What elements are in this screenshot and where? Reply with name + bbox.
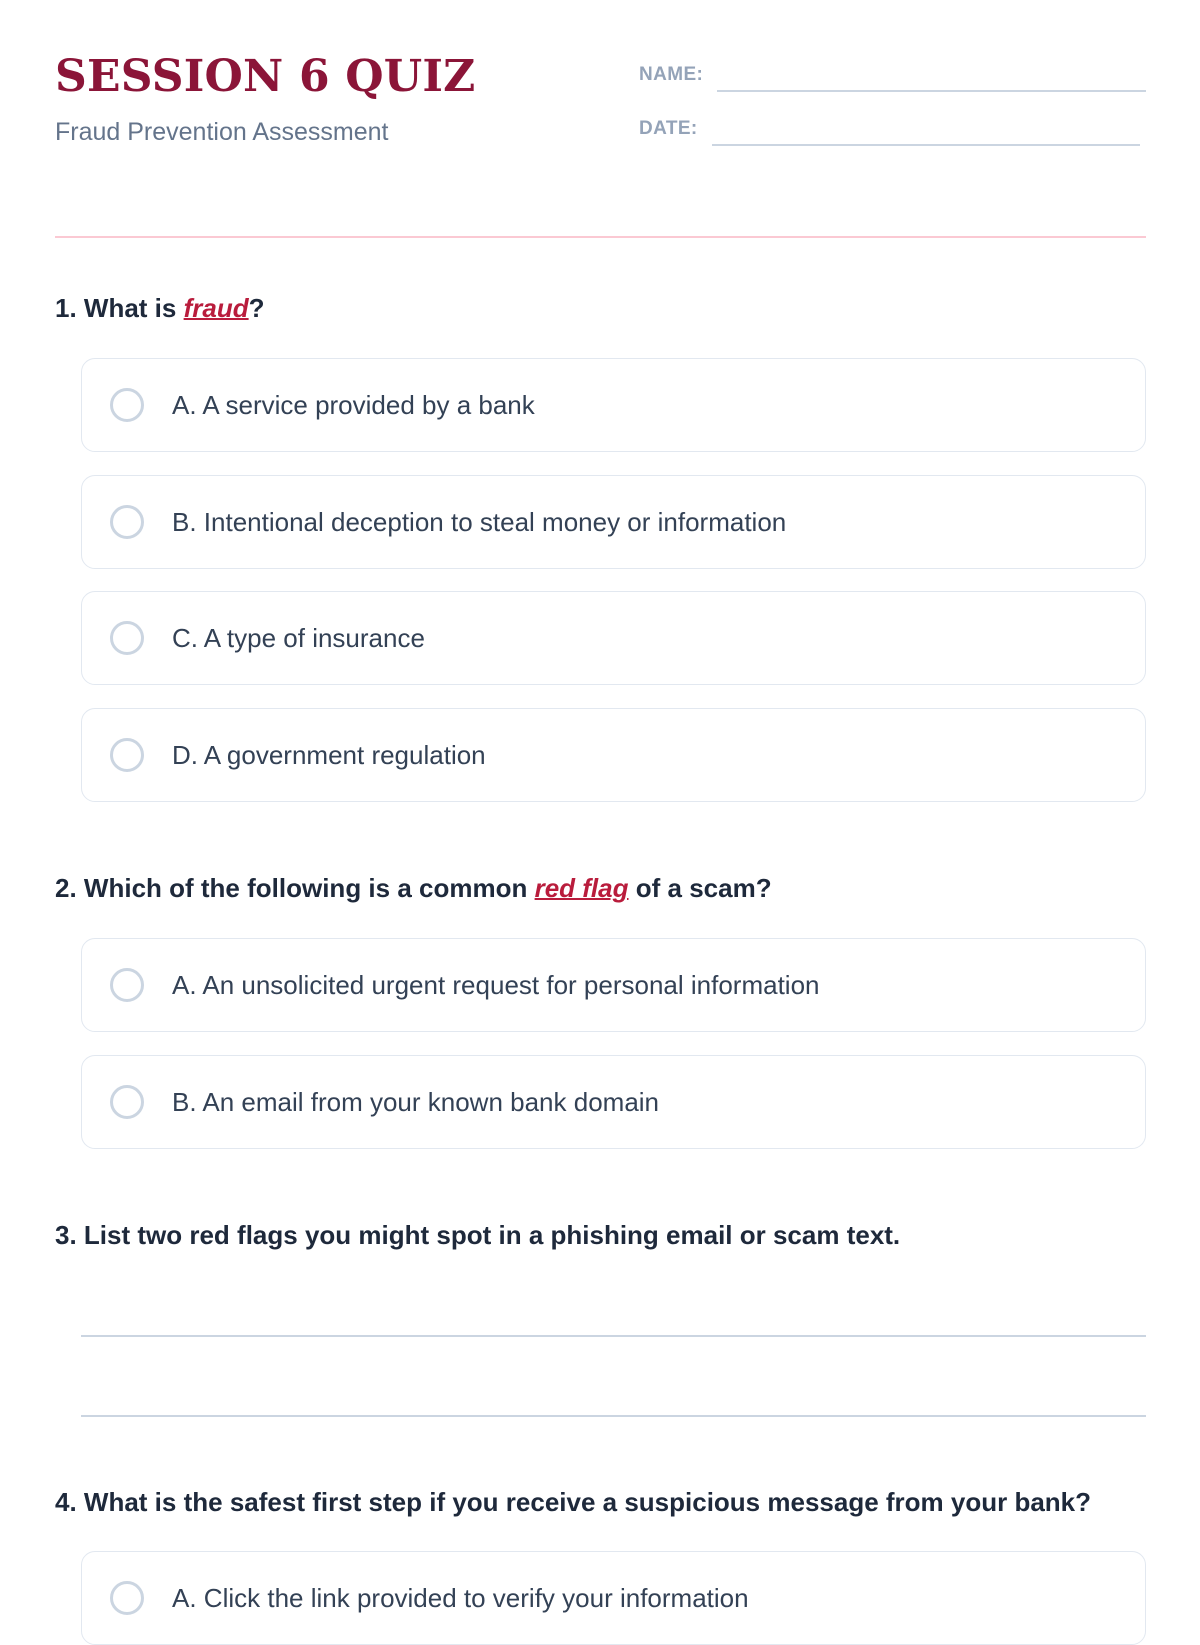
- question-text: What is: [83, 293, 177, 323]
- question-number: 4.: [55, 1487, 77, 1517]
- radio-button[interactable]: [110, 968, 144, 1002]
- key-term: fraud: [183, 293, 249, 323]
- answer-line-1[interactable]: [81, 1335, 1146, 1337]
- question-number: 1.: [55, 293, 77, 323]
- radio-button[interactable]: [110, 1085, 144, 1119]
- name-label: NAME:: [639, 64, 704, 85]
- date-label: DATE:: [639, 118, 698, 139]
- date-field-row: [639, 118, 1140, 146]
- radio-button[interactable]: [110, 388, 144, 422]
- name-field-row: [639, 64, 1146, 92]
- option-label: D. A government regulation: [172, 739, 486, 770]
- option-label: C. A type of insurance: [172, 622, 425, 653]
- option-label: B. An email from your known bank domain: [172, 1086, 660, 1117]
- q1-option-a[interactable]: [81, 358, 1146, 452]
- name-input-line[interactable]: [717, 90, 1146, 92]
- radio-button[interactable]: [110, 738, 144, 772]
- q1-option-b[interactable]: [81, 475, 1146, 569]
- radio-button[interactable]: [110, 505, 144, 539]
- question-text-end: of a scam?: [635, 873, 772, 903]
- option-label: A. Click the link provided to verify your information: [172, 1582, 749, 1613]
- question-number: 2.: [55, 873, 77, 903]
- question-text: List two red flags you might spot in a phishing email or scam text.: [83, 1220, 901, 1250]
- quiz-page: [55, 0, 1146, 1613]
- quiz-header: [55, 0, 1146, 238]
- option-label: A. A service provided by a bank: [172, 389, 535, 420]
- question-1: [55, 293, 265, 324]
- question-2: [55, 873, 772, 904]
- q2-option-a[interactable]: [81, 938, 1146, 1032]
- date-input-line[interactable]: [712, 144, 1140, 146]
- question-3: [55, 1220, 900, 1251]
- radio-button[interactable]: [110, 621, 144, 655]
- quiz-title: SESSION 6 QUIZ: [55, 51, 476, 102]
- option-label: A. An unsolicited urgent request for personal information: [172, 969, 820, 1000]
- key-term: red flag: [534, 873, 629, 903]
- q4-option-a[interactable]: [81, 1551, 1146, 1645]
- option-label: B. Intentional deception to steal money or information: [172, 506, 787, 537]
- q1-option-d[interactable]: [81, 708, 1146, 802]
- question-text: Which of the following is a common: [83, 873, 528, 903]
- question-4: [55, 1487, 1091, 1518]
- quiz-subtitle: Fraud Prevention Assessment: [55, 118, 389, 146]
- answer-line-2[interactable]: [81, 1415, 1146, 1417]
- q1-option-c[interactable]: [81, 591, 1146, 685]
- question-number: 3.: [55, 1220, 77, 1250]
- question-text-end: ?: [248, 293, 265, 323]
- radio-button[interactable]: [110, 1581, 144, 1615]
- question-text: What is the safest first step if you receive a suspicious message from your bank?: [83, 1487, 1092, 1517]
- q2-option-b[interactable]: [81, 1055, 1146, 1149]
